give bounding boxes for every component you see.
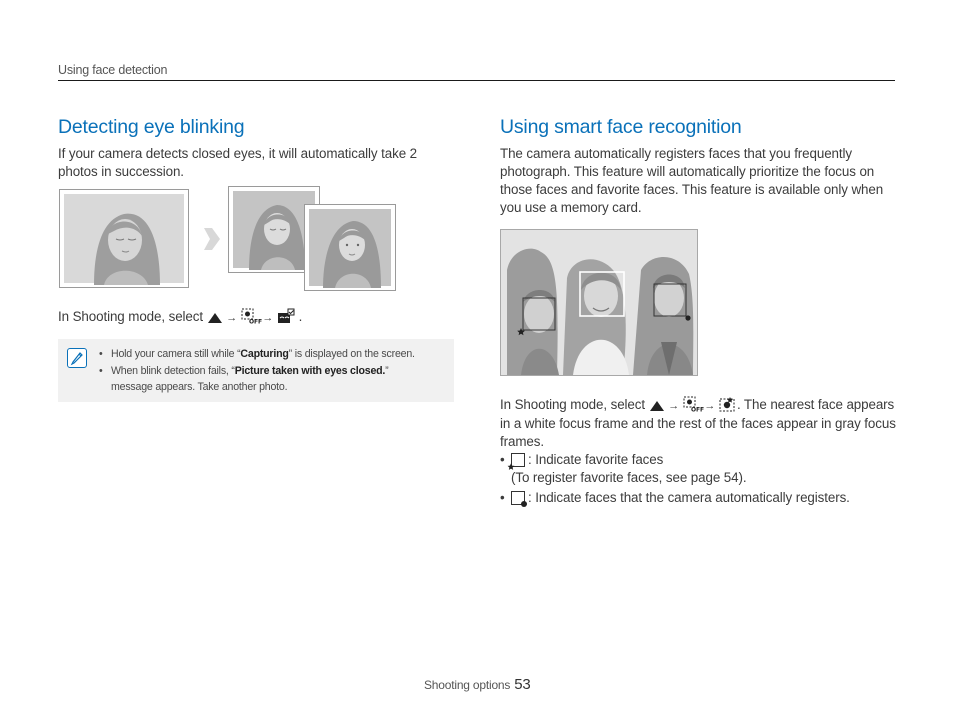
footer-section-label: Shooting options	[424, 678, 511, 692]
blink-instruction-text: In Shooting mode, select	[58, 309, 203, 324]
group-faces-illustration	[501, 230, 697, 375]
smart-face-section	[500, 115, 898, 217]
second-retake-photo	[304, 204, 396, 291]
svg-text:OFF: OFF	[248, 318, 262, 326]
note-box	[58, 339, 454, 402]
blink-instruction-end: .	[298, 309, 303, 324]
smart-instruction-text: In Shooting mode, select	[500, 397, 645, 412]
arrow-glyph: →	[262, 312, 274, 324]
blink-detection-section	[58, 115, 453, 181]
shooting-mode-up-icon	[207, 312, 223, 324]
woman-eyes-open-illustration	[309, 209, 393, 288]
list-item: • : Indicate favorite faces (To register favorite faces, see page 54).	[500, 451, 900, 487]
woman-eyes-closed-illustration	[64, 194, 186, 285]
closed-eyes-photo	[59, 189, 189, 288]
header-divider	[58, 80, 895, 81]
smart-face-instruction	[500, 396, 900, 451]
note-item: • Hold your camera still while “Capturing” is displayed on the screen.	[99, 346, 415, 363]
blink-detection-icon	[277, 308, 295, 324]
face-detection-off-icon	[683, 396, 704, 414]
smart-face-recognition-icon	[719, 396, 737, 412]
group-photo	[500, 229, 698, 376]
arrow-glyph: →	[668, 400, 680, 412]
blink-section-title: Detecting eye blinking	[58, 116, 245, 138]
blink-intro: If your camera detects closed eyes, it will automatically take 2 photos in succession.	[58, 146, 418, 179]
svg-text:OFF: OFF	[690, 406, 704, 414]
smart-face-section-title: Using smart face recognition	[500, 116, 742, 138]
sequence-arrow-icon	[204, 224, 220, 254]
smart-instruction-end: . The nearest face appears in a white focus frame and the rest of the faces appear in gray focus frames.	[500, 397, 896, 449]
face-detection-off-icon	[241, 308, 262, 326]
arrow-glyph: →	[226, 312, 238, 324]
page-footer	[424, 676, 531, 693]
smart-face-intro: The camera automatically registers faces that you frequently photograph. This feature will automatically prioritize the focus on those faces and favorite faces. This feature is available only when you use a memory card.	[500, 146, 884, 215]
frame-legend-list	[500, 451, 900, 507]
registered-face-frame-icon	[511, 491, 525, 505]
shooting-mode-up-icon	[649, 400, 665, 412]
blink-instruction	[58, 308, 453, 327]
note-list	[99, 346, 415, 396]
page-number: 53	[514, 676, 531, 693]
note-pencil-icon	[67, 348, 87, 368]
section-label: Using face detection	[58, 63, 168, 77]
note-item: • When blink detection fails, “Picture taken with eyes closed.” message appears. Take another photo.	[99, 363, 415, 396]
arrow-glyph: →	[704, 400, 716, 412]
list-item: • : Indicate faces that the camera automatically registers.	[500, 489, 900, 507]
favorite-face-frame-icon	[511, 453, 525, 467]
